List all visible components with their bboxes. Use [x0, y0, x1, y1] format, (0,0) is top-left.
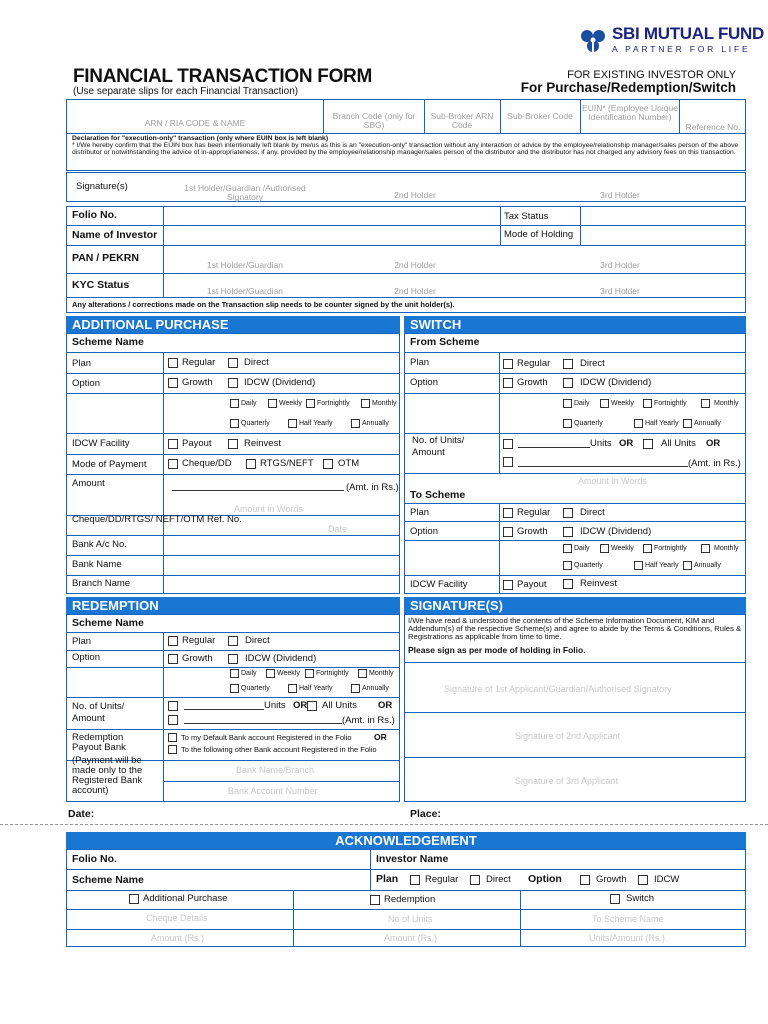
switch-or-2: OR: [706, 438, 721, 449]
otm-checkbox[interactable]: [323, 459, 333, 469]
cheque-dd-label: Cheque/DD: [182, 458, 232, 469]
to-regular-checkbox[interactable]: [503, 508, 513, 518]
switch-units-label: No. of Units/ Amount: [412, 435, 465, 458]
redemption-units-checkbox[interactable]: [168, 701, 178, 711]
purchase-fortnightly-checkbox[interactable]: [306, 399, 315, 408]
purchase-scheme-label: Scheme Name: [72, 336, 144, 348]
bank-branch-field[interactable]: Bank Name/Branch: [236, 765, 315, 775]
redemption-scheme-label: Scheme Name: [72, 617, 144, 629]
to-idcw-facility-label: IDCW Facility: [410, 579, 468, 590]
payout-note: (Payment will be made only to the Registered Bank account): [72, 755, 143, 796]
redemption-regular-label: Regular: [182, 635, 216, 646]
kyc-holder2[interactable]: 2nd Holder: [394, 286, 436, 296]
switch-amount-checkbox[interactable]: [503, 457, 513, 467]
redemption-amt-unit: (Amt. in Rs.): [342, 715, 395, 726]
to-scheme-label: To Scheme: [410, 489, 466, 501]
kyc-holder3[interactable]: 3rd Holder: [600, 286, 640, 296]
ack-no-units-field[interactable]: No of Units: [388, 914, 433, 924]
purchase-idcw-facility-label: IDCW Facility: [72, 438, 130, 449]
to-plan-label: Plan: [410, 507, 430, 518]
purchase-idcw-checkbox[interactable]: [228, 378, 238, 388]
date-label: Date:: [68, 808, 95, 820]
switch-amount-words[interactable]: Amount in Words: [578, 476, 647, 486]
purchase-daily-checkbox[interactable]: [230, 399, 239, 408]
redemption-regular-checkbox[interactable]: [168, 636, 178, 646]
declaration-title: Declaration for "execution-only" transaction (only where EUIN box is left blank): [72, 135, 329, 142]
ack-switch-label: Switch: [626, 893, 654, 904]
to-growth-checkbox[interactable]: [503, 527, 513, 537]
to-payout-label: Payout: [517, 579, 547, 590]
purchase-plan-label: Plan: [72, 358, 92, 369]
redemption-all-units-label: All Units: [322, 700, 357, 711]
purchase-regular-label: Regular: [182, 357, 216, 368]
switch-annually-checkbox[interactable]: [683, 419, 692, 428]
from-scheme-label: From Scheme: [410, 336, 480, 348]
to-annually-label: Annually: [694, 562, 721, 569]
redemption-or-1: OR: [293, 700, 308, 711]
purchase-amount-label: Amount: [72, 478, 105, 489]
redemption-direct-checkbox[interactable]: [228, 636, 238, 646]
other-bank-label: To the following other Bank account Registered in the Folio: [181, 745, 377, 754]
signatures-text: I/We have read & understood the contents of the Scheme Information Document, KIM and Addendum(s) of the respective Scheme(s) and agree to abide by the Terms & Conditions, Rules & Registrations as applicable from time to time.: [408, 616, 742, 641]
ref-date-field[interactable]: Date: [328, 524, 348, 534]
purchase-annually-label: Annually: [362, 420, 389, 427]
redemption-amount-checkbox[interactable]: [168, 715, 178, 725]
redemption-daily-checkbox[interactable]: [230, 669, 239, 678]
switch-monthly-checkbox[interactable]: [701, 399, 710, 408]
purchase-header: ADDITIONAL PURCHASE: [66, 316, 400, 333]
redemption-direct-label: Direct: [245, 635, 270, 646]
payment-mode-label: Mode of Payment: [72, 459, 147, 470]
redemption-plan-label: Plan: [72, 636, 92, 647]
switch-regular-label: Regular: [517, 358, 551, 369]
purchase-direct-label: Direct: [244, 357, 269, 368]
redemption-amount-line[interactable]: [184, 723, 342, 724]
switch-growth-label: Growth: [517, 377, 548, 388]
redemption-growth-checkbox[interactable]: [168, 654, 178, 664]
switch-daily-label: Daily: [574, 400, 590, 407]
declaration-text: * I/We hereby confirm that the EUIN box has been intentionally left blank by me/us as this is an "execution-only" transaction without any interaction or advice by the employee/relationship manager/sales person of the above distributor or notwithstanding the advice of in-appropriateness, if any, provided by the employee/relationship manager/sales person of the distributor and the distributor has not charged any advisory fees on this transaction.: [72, 142, 739, 157]
switch-monthly-label: Monthly: [714, 400, 739, 407]
ack-direct-checkbox[interactable]: [470, 875, 480, 885]
brand-tagline: A PARTNER FOR LIFE: [612, 44, 751, 54]
purchase-payout-checkbox[interactable]: [168, 439, 178, 449]
purchase-annually-checkbox[interactable]: [351, 419, 360, 428]
purchase-weekly-checkbox[interactable]: [268, 399, 277, 408]
reference-no-field[interactable]: Reference No.: [685, 122, 741, 132]
bank-ac-label: Bank A/c No.: [72, 539, 127, 550]
purchase-option-label: Option: [72, 378, 100, 389]
purchase-growth-checkbox[interactable]: [168, 378, 178, 388]
ack-amount-field[interactable]: Amount (Rs.): [151, 933, 205, 943]
form-title: FINANCIAL TRANSACTION FORM: [73, 66, 372, 87]
otm-label: OTM: [338, 458, 360, 469]
purchase-amount-line[interactable]: [172, 490, 344, 491]
redemption-halfyearly-label: Half Yearly: [299, 685, 333, 692]
switch-fortnightly-label: Fortnightly: [654, 400, 687, 407]
redemption-idcw-label: IDCW (Dividend): [245, 653, 317, 664]
purchase-growth-label: Growth: [182, 377, 213, 388]
switch-amount-line[interactable]: [518, 466, 688, 467]
bank-name-label: Bank Name: [72, 559, 122, 570]
switch-fortnightly-checkbox[interactable]: [643, 399, 652, 408]
switch-weekly-checkbox[interactable]: [600, 399, 609, 408]
ack-regular-checkbox[interactable]: [410, 875, 420, 885]
form-purpose: For Purchase/Redemption/Switch: [520, 80, 736, 95]
pan-label: PAN / PEKRN: [72, 252, 139, 264]
holder3-signature[interactable]: 3rd Holder: [600, 190, 640, 200]
switch-annually-label: Annually: [694, 420, 721, 427]
form-subtitle: (Use separate slips for each Financial Transaction): [73, 86, 299, 97]
purchase-monthly-label: Monthly: [372, 400, 397, 407]
default-bank-label: To my Default Bank account Registered in the Folio: [181, 733, 352, 742]
redemption-halfyearly-checkbox[interactable]: [288, 684, 297, 693]
purchase-reinvest-checkbox[interactable]: [228, 439, 238, 449]
switch-growth-checkbox[interactable]: [503, 378, 513, 388]
switch-direct-label: Direct: [580, 358, 605, 369]
switch-halfyearly-checkbox[interactable]: [634, 419, 643, 428]
tax-status-label: Tax Status: [504, 211, 549, 222]
ack-redemption-label: Redemption: [384, 894, 436, 905]
branch-code-field[interactable]: Branch Code (only for SBG): [332, 111, 416, 130]
brand-name: SBI MUTUAL FUND: [612, 24, 764, 43]
place-label: Place:: [410, 808, 441, 820]
redemption-daily-label: Daily: [241, 670, 257, 677]
ack-regular-label: Regular: [425, 874, 459, 885]
to-halfyearly-checkbox[interactable]: [634, 561, 643, 570]
ack-amount2-field[interactable]: Amount (Rs.): [384, 933, 438, 943]
to-fortnightly-label: Fortnightly: [654, 545, 687, 552]
ack-idcw-checkbox[interactable]: [638, 875, 648, 885]
signatures-header: SIGNATURE(S): [404, 597, 746, 614]
kyc-holder1[interactable]: 1st Holder/Guardian: [206, 286, 284, 296]
purchase-daily-label: Daily: [241, 400, 257, 407]
ack-switch-checkbox[interactable]: [610, 894, 620, 904]
switch-regular-checkbox[interactable]: [503, 359, 513, 369]
holder2-signature[interactable]: 2nd Holder: [394, 190, 436, 200]
switch-header: SWITCH: [404, 316, 746, 333]
switch-amt-unit: (Amt. in Rs.): [688, 458, 741, 469]
to-halfyearly-label: Half Yearly: [645, 562, 679, 569]
switch-plan-label: Plan: [410, 357, 430, 368]
purchase-reinvest-label: Reinvest: [244, 438, 281, 449]
redemption-monthly-checkbox[interactable]: [358, 669, 367, 678]
alteration-note: Any alterations / corrections made on the Transaction slip needs to be counter signed by the unit holder(s).: [72, 300, 455, 309]
to-payout-checkbox[interactable]: [503, 580, 513, 590]
switch-weekly-label: Weekly: [611, 400, 634, 407]
to-weekly-label: Weekly: [611, 545, 634, 552]
cheque-dd-checkbox[interactable]: [168, 459, 178, 469]
redemption-or-2: OR: [378, 700, 393, 711]
switch-units-checkbox[interactable]: [503, 439, 513, 449]
to-quarterly-label: Quarterly: [574, 562, 603, 569]
redemption-idcw-checkbox[interactable]: [228, 654, 238, 664]
purchase-quarterly-label: Quarterly: [241, 420, 270, 427]
holding-mode-label: Mode of Holding: [504, 229, 574, 240]
euin-field[interactable]: EUIN* (Employee Unique Identification Number): [582, 103, 678, 122]
redemption-quarterly-checkbox[interactable]: [230, 684, 239, 693]
redemption-annually-label: Annually: [362, 685, 389, 692]
sbi-logo-icon: [579, 27, 607, 55]
purchase-fortnightly-label: Fortnightly: [317, 400, 350, 407]
bank-account-field[interactable]: Bank Account Number: [228, 786, 318, 796]
rtgs-neft-label: RTGS/NEFT: [260, 458, 314, 469]
ack-cheque-field[interactable]: Cheque Details: [146, 913, 208, 923]
to-reinvest-label: Reinvest: [580, 578, 617, 589]
kyc-label: KYC Status: [72, 279, 130, 291]
purchase-halfyearly-label: Half Yearly: [299, 420, 333, 427]
signatures-note: Please sign as per mode of holding in Folio.: [408, 645, 586, 655]
to-daily-label: Daily: [574, 545, 590, 552]
redemption-units-line[interactable]: [184, 709, 264, 710]
ack-purchase-label: Additional Purchase: [143, 893, 228, 904]
purchase-monthly-checkbox[interactable]: [361, 399, 370, 408]
to-growth-label: Growth: [517, 526, 548, 537]
to-idcw-checkbox[interactable]: [563, 527, 573, 537]
switch-quarterly-label: Quarterly: [574, 420, 603, 427]
ack-redemption-checkbox[interactable]: [370, 895, 380, 905]
to-regular-label: Regular: [517, 507, 551, 518]
to-fortnightly-checkbox[interactable]: [643, 544, 652, 553]
pan-holder2[interactable]: 2nd Holder: [394, 260, 436, 270]
redemption-all-units-checkbox[interactable]: [307, 701, 317, 711]
ack-idcw-label: IDCW: [654, 874, 680, 885]
investor-name-label: Name of Investor: [72, 229, 158, 241]
to-annually-checkbox[interactable]: [683, 561, 692, 570]
ack-scheme-label: Scheme Name: [72, 874, 144, 886]
to-reinvest-checkbox[interactable]: [563, 579, 573, 589]
to-option-label: Option: [410, 526, 438, 537]
purchase-amount-words[interactable]: Amount in Words: [234, 504, 303, 514]
redemption-units-label: No. of Units/ Amount: [72, 701, 125, 724]
purchase-direct-checkbox[interactable]: [228, 358, 238, 368]
switch-idcw-checkbox[interactable]: [563, 378, 573, 388]
to-monthly-label: Monthly: [714, 545, 739, 552]
switch-halfyearly-label: Half Yearly: [645, 420, 679, 427]
ack-investor-label: Investor Name: [376, 853, 449, 865]
purchase-payout-label: Payout: [182, 438, 212, 449]
default-bank-checkbox[interactable]: [168, 733, 177, 742]
switch-units-line[interactable]: [518, 447, 590, 448]
switch-idcw-label: IDCW (Dividend): [580, 377, 652, 388]
to-quarterly-checkbox[interactable]: [563, 561, 572, 570]
ack-header: ACKNOWLEDGEMENT: [66, 832, 746, 849]
redemption-monthly-label: Monthly: [369, 670, 394, 677]
redemption-annually-checkbox[interactable]: [351, 684, 360, 693]
sub-broker-arn-field[interactable]: Sub-Broker ARN Code: [430, 111, 494, 130]
pan-holder3[interactable]: 3rd Holder: [600, 260, 640, 270]
redemption-weekly-checkbox[interactable]: [266, 669, 275, 678]
to-direct-label: Direct: [580, 507, 605, 518]
arn-code-field[interactable]: ARN / RIA CODE & NAME: [144, 118, 246, 128]
holder1-signature[interactable]: 1st Holder/Guardian /Authorised Signatory: [184, 183, 306, 202]
rtgs-neft-checkbox[interactable]: [246, 459, 256, 469]
ack-growth-checkbox[interactable]: [580, 875, 590, 885]
to-monthly-checkbox[interactable]: [701, 544, 710, 553]
to-weekly-checkbox[interactable]: [600, 544, 609, 553]
signature-applicant3[interactable]: Signature of 3rd Applicant: [515, 776, 619, 786]
to-idcw-label: IDCW (Dividend): [580, 526, 652, 537]
purchase-idcw-label: IDCW (Dividend): [244, 377, 316, 388]
ack-option-label: Option: [528, 873, 562, 885]
switch-direct-checkbox[interactable]: [563, 359, 573, 369]
ack-plan-label: Plan: [376, 873, 399, 885]
ack-purchase-checkbox[interactable]: [129, 894, 139, 904]
signature-label: Signature(s): [76, 181, 128, 192]
payout-bank-label: Redemption Payout Bank: [72, 732, 126, 753]
switch-or-1: OR: [619, 438, 634, 449]
switch-quarterly-checkbox[interactable]: [563, 419, 572, 428]
switch-units-text: Units: [590, 438, 612, 449]
ack-direct-label: Direct: [486, 874, 511, 885]
purchase-halfyearly-checkbox[interactable]: [288, 419, 297, 428]
switch-daily-checkbox[interactable]: [563, 399, 572, 408]
redemption-quarterly-label: Quarterly: [241, 685, 270, 692]
redemption-fortnightly-checkbox[interactable]: [305, 669, 314, 678]
signature-applicant2[interactable]: Signature of 2nd Applicant: [515, 731, 621, 741]
to-direct-checkbox[interactable]: [563, 508, 573, 518]
purchase-amt-unit: (Amt. in Rs.): [346, 482, 399, 493]
sub-broker-code-field[interactable]: Sub-Broker Code: [507, 111, 573, 121]
redemption-weekly-label: Weekly: [277, 670, 300, 677]
ack-folio-label: Folio No.: [72, 853, 117, 865]
ack-units-amount-field[interactable]: Units/Amount (Rs.): [589, 933, 666, 943]
purchase-quarterly-checkbox[interactable]: [230, 419, 239, 428]
switch-all-units-checkbox[interactable]: [643, 439, 653, 449]
signatures-box: [404, 614, 746, 802]
cut-line: [0, 824, 768, 825]
redemption-option-label: Option: [72, 652, 100, 663]
ref-no-label: Cheque/DD/RTGS/ NEFT/OTM Ref. No.: [72, 514, 242, 525]
default-bank-or: OR: [374, 732, 387, 742]
ack-to-scheme-field[interactable]: To Scheme Name: [592, 914, 664, 924]
redemption-units-text: Units: [264, 700, 286, 711]
to-daily-checkbox[interactable]: [563, 544, 572, 553]
redemption-fortnightly-label: Fortnightly: [316, 670, 349, 677]
branch-name-label: Branch Name: [72, 578, 131, 589]
signature-applicant1[interactable]: Signature of 1st Applicant/Guardian/Authorised Signatory: [444, 684, 672, 694]
purchase-weekly-label: Weekly: [279, 400, 302, 407]
switch-all-units-label: All Units: [661, 438, 696, 449]
ack-growth-label: Growth: [596, 874, 627, 885]
folio-label: Folio No.: [72, 209, 117, 221]
switch-option-label: Option: [410, 377, 438, 388]
existing-investor-label: FOR EXISTING INVESTOR ONLY: [567, 69, 736, 81]
redemption-header: REDEMPTION: [66, 597, 400, 614]
purchase-regular-checkbox[interactable]: [168, 358, 178, 368]
other-bank-checkbox[interactable]: [168, 745, 177, 754]
redemption-growth-label: Growth: [182, 653, 213, 664]
pan-holder1[interactable]: 1st Holder/Guardian: [206, 260, 284, 270]
